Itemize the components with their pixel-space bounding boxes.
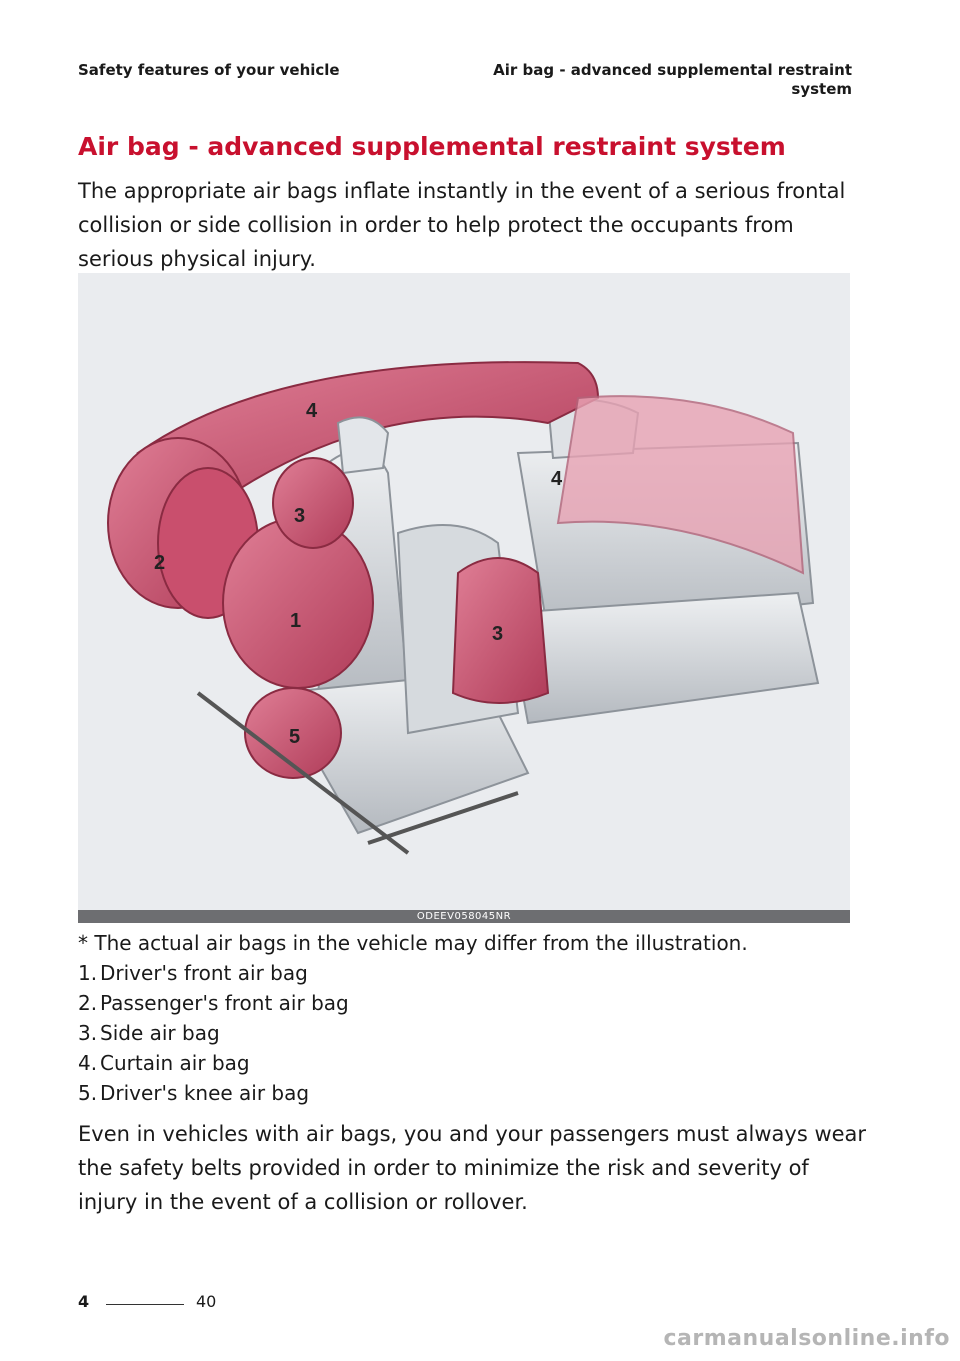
callout-4-front: 4 xyxy=(306,400,318,422)
legend-item: 3. Side air bag xyxy=(78,1021,220,1045)
legend-item: 4. Curtain air bag xyxy=(78,1051,250,1075)
legend-item: 1. Driver's front air bag xyxy=(78,961,308,985)
header-topic: Air bag - advanced supplemental restraint system xyxy=(493,61,852,98)
page-title: Air bag - advanced supplemental restraint system xyxy=(78,132,786,161)
callout-1: 1 xyxy=(290,610,302,632)
chapter-number: 4 xyxy=(78,1292,90,1311)
airbag-legend xyxy=(78,958,349,1108)
header-section: Safety features of your vehicle xyxy=(78,61,340,79)
legend-item: 5. Driver's knee air bag xyxy=(78,1081,310,1105)
legend-item: 2. Passenger's front air bag xyxy=(78,991,349,1015)
page-number: 40 xyxy=(196,1292,217,1311)
callout-4-rear: 4 xyxy=(551,468,563,490)
footer-rule xyxy=(106,1304,184,1305)
driver-headrest xyxy=(338,417,388,473)
callout-3-rear: 3 xyxy=(492,623,504,645)
airbag-illustration-svg xyxy=(78,273,850,910)
airbag-illustration xyxy=(78,273,850,923)
callout-5: 5 xyxy=(289,726,301,748)
rear-seat-cushion xyxy=(508,593,818,723)
figure-code: ODEEV058045NR xyxy=(78,910,850,923)
front-side-airbag xyxy=(273,458,353,548)
intro-paragraph: The appropriate air bags inflate instantly in the event of a serious frontal collision or side collision in order to help protect the occupants from serious physical injury. xyxy=(78,179,846,271)
watermark: carmanualsonline.info xyxy=(663,1326,950,1351)
safety-belt-paragraph: Even in vehicles with air bags, you and your passengers must always wear the safety belts provided in order to minimize the risk and severity of injury in the event of a collision or rollover. xyxy=(78,1122,867,1214)
callout-3-front: 3 xyxy=(294,505,306,527)
illustration-note: * The actual air bags in the vehicle may differ from the illustration. xyxy=(78,931,748,955)
callout-2: 2 xyxy=(154,552,166,574)
